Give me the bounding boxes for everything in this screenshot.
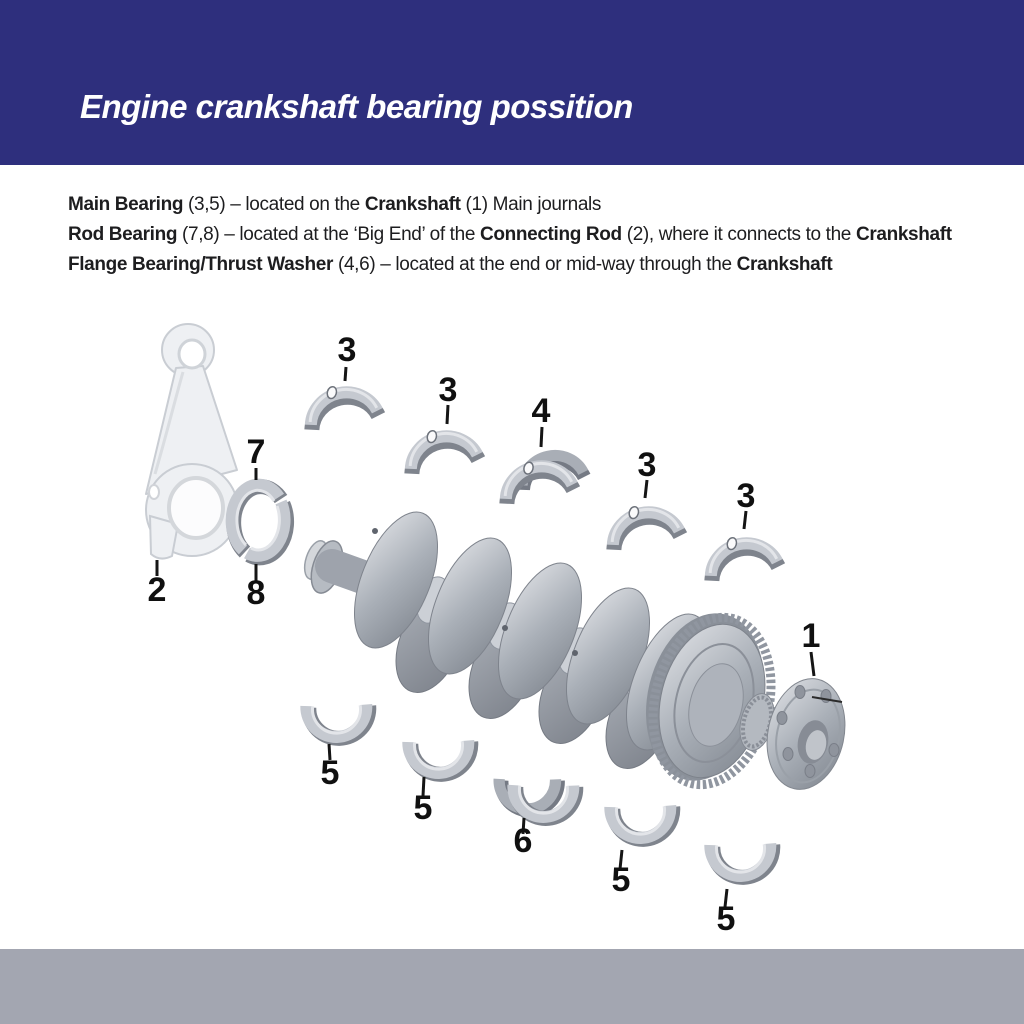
callout-label-8: 8: [246, 574, 266, 612]
callout-label-1: 1: [801, 617, 821, 655]
callout-label-4: 4: [531, 392, 551, 430]
footer-band: [0, 949, 1024, 1024]
callout-leader-line: [811, 652, 814, 676]
flange-bolt-hole: [783, 748, 793, 761]
rod-bolt-hole: [149, 485, 159, 499]
flange-bolt-hole: [829, 744, 839, 757]
description-line: Rod Bearing (7,8) – located at the ‘Big End’ of the Connecting Rod (2), where it connects to the Crankshaft: [68, 224, 952, 245]
callout-label-2: 2: [147, 571, 167, 609]
bearing-shell-8: [247, 502, 287, 558]
web-oil-hole: [502, 625, 508, 631]
bearing-shell-3d: [704, 528, 779, 581]
callout-label-5: 5: [611, 861, 631, 899]
bearing-shell-5b: [407, 726, 477, 782]
rod-small-end-bore: [179, 340, 205, 368]
flange-bolt-hole: [795, 686, 805, 699]
callout-leader-line: [345, 367, 346, 381]
callout-label-3: 3: [438, 371, 458, 409]
bearing-shell-6: [498, 761, 582, 828]
flange-bolt-hole: [805, 765, 815, 778]
crank-flange: [757, 671, 855, 796]
crankshaft: [300, 501, 855, 798]
connecting-rod: [146, 324, 238, 559]
callout-label-5: 5: [320, 754, 340, 792]
bearing-shell-3b: [404, 421, 479, 474]
description-line: Flange Bearing/Thrust Washer (4,6) – located at the end or mid-way through the Crankshaft: [68, 254, 833, 275]
page-title: Engine crankshaft bearing possition: [80, 88, 633, 125]
rod-big-end-bore: [169, 478, 223, 538]
callout-label-3: 3: [736, 477, 756, 515]
callout-label-3: 3: [637, 446, 657, 484]
bearing-shell-3c: [606, 497, 681, 550]
bearing-shell-5a: [305, 690, 375, 746]
description-line: Main Bearing (3,5) – located on the Crankshaft (1) Main journals: [68, 194, 602, 215]
bearing-shell-5c: [609, 791, 679, 847]
callout-label-5: 5: [413, 789, 433, 827]
bearing-shell-3a: [304, 377, 379, 430]
web-oil-hole: [372, 528, 378, 534]
web-oil-hole: [572, 650, 578, 656]
flange-bolt-hole: [777, 712, 787, 725]
bearing-shell-4: [499, 450, 586, 504]
callout-leader-line: [541, 427, 542, 447]
callout-label-7: 7: [246, 433, 266, 471]
bearing-shell-5d: [709, 829, 779, 885]
callout-label-3: 3: [337, 331, 357, 369]
callout-label-6: 6: [513, 822, 533, 860]
callout-label-5: 5: [716, 900, 736, 938]
